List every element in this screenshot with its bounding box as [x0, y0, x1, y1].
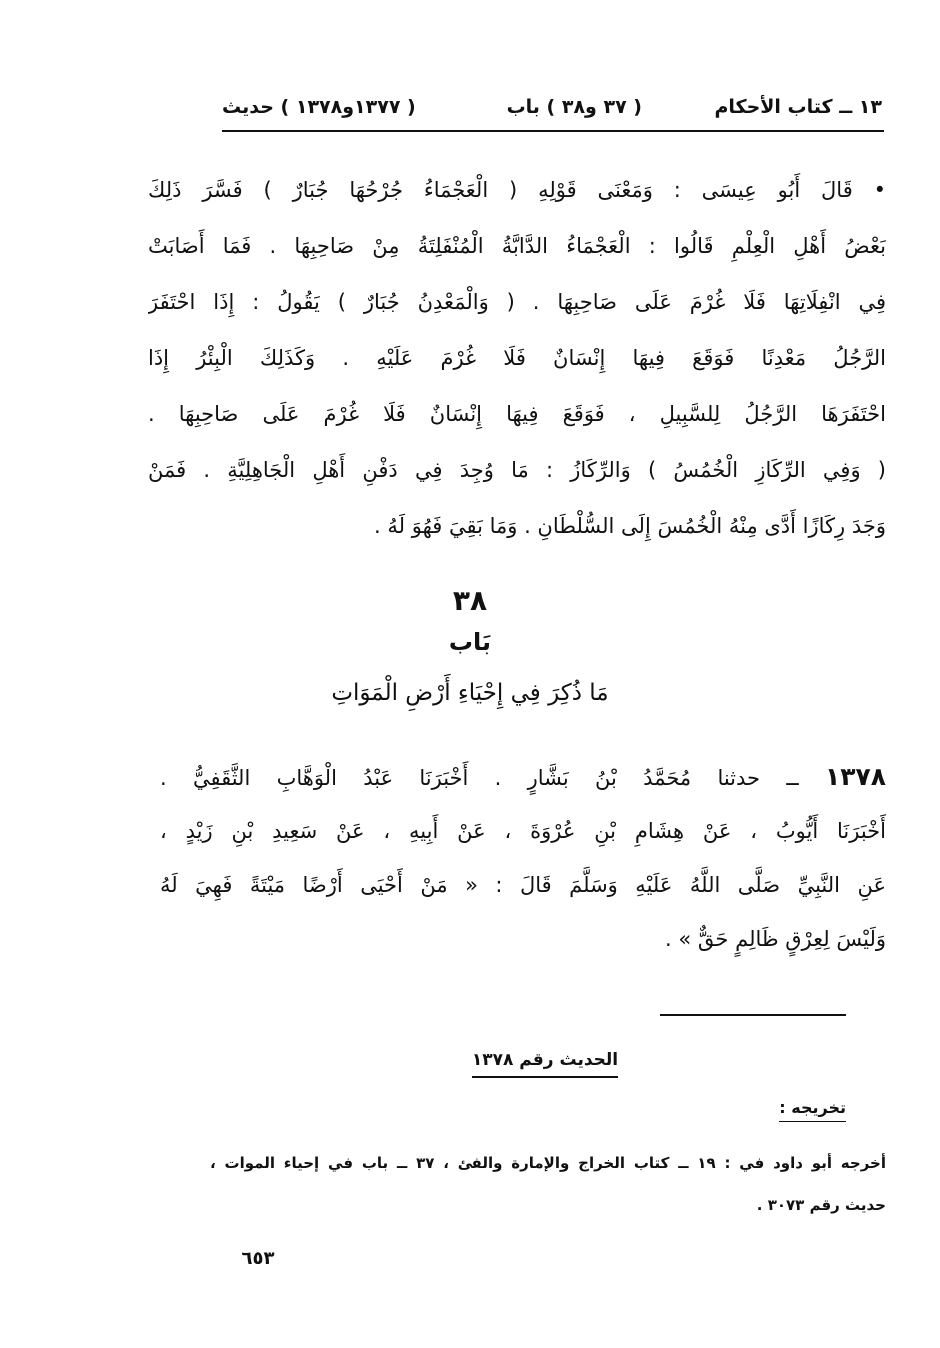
commentary-line: فِي انْفِلَاتِهَا فَلَا غُرْمَ عَلَى صَاحِبِهَا . ( وَالْمَعْدِنُ جُبَارٌ ) يَقُولُ : إِذَا احْتَفَرَ — [148, 290, 886, 314]
hadith-isnad-start: ــ حدثنا مُحَمَّدُ بْنُ بَشَّارٍ . أَخْبَرَنَا عَبْدُ الْوَهَّابِ الثَّقَفِيُّ . — [160, 766, 799, 790]
hadith-line: وَلَيْسَ لِعِرْقٍ ظَالِمٍ حَقٌّ » . — [665, 927, 886, 951]
footnote-divider — [660, 1014, 846, 1016]
chapter-heading: بَاب — [448, 628, 492, 656]
footnote-line: حديث رقم ٣٠٧٣ . — [756, 1196, 886, 1214]
chapter-number: ٣٨ — [452, 584, 488, 617]
takhrij-label-text: تخريجه : — [779, 1098, 846, 1122]
header-chapter-ref: ( ٣٧ و٣٨ ) باب — [506, 96, 642, 118]
hadith-text — [160, 750, 886, 966]
commentary-line: وَجَدَ رِكَازًا أَدَّى مِنْهُ الْخُمُسَ إِلَى السُّلْطَانِ . وَمَا بَقِيَ فَهُوَ لَهُ . — [374, 514, 886, 538]
commentary-line: احْتَفَرَهَا الرَّجُلُ لِلسَّبِيلِ ، فَوَقَعَ فِيهَا إِنْسَانٌ فَلَا غُرْمَ عَلَى صَاحِبِهَا . — [148, 402, 886, 426]
header-divider — [222, 130, 884, 132]
footnote-heading-text: الحديث رقم ١٣٧٨ — [472, 1050, 618, 1078]
hadith-first-line — [160, 750, 886, 804]
page-number: ٦٥٣ — [241, 1248, 275, 1269]
footnote-heading — [0, 1050, 940, 1078]
hadith-line: عَنِ النَّبِيِّ صَلَّى اللَّهُ عَلَيْهِ وَسَلَّمَ قَالَ : « مَنْ أَحْيَى أَرْضًا مَيْتَةً فَهِيَ لَهُ — [160, 873, 886, 897]
footnote-line: أخرجه أبو داود في : ١٩ ــ كتاب الخراج والإمارة والفئ ، ٣٧ ــ باب في إحياء الموات ، — [210, 1154, 886, 1172]
commentary-line: الرَّجُلُ مَعْدِنًا فَوَقَعَ فِيهَا إِنْسَانٌ فَلَا غُرْمَ عَلَيْهِ . وَكَذَلِكَ الْبِئْرُ إِذَا — [148, 346, 886, 370]
footnote-text — [210, 1142, 886, 1226]
hadith-line: أَخْبَرَنَا أَيُّوبُ ، عَنْ هِشَامِ بْنِ عُرْوَةَ ، عَنْ أَبِيهِ ، عَنْ سَعِيدِ بْنِ زَيْدٍ ، — [160, 819, 886, 843]
commentary-line: • قَالَ أَبُو عِيسَى : وَمَعْنَى قَوْلِهِ ( الْعَجْمَاءُ جُرْحُهَا جُبَارٌ ) فَسَّرَ ذَلِكَ — [148, 178, 886, 202]
hadith-number: ١٣٧٨ — [824, 762, 886, 791]
chapter-title: مَا ذُكِرَ فِي إِحْيَاءِ أَرْضِ الْمَوَاتِ — [331, 680, 609, 706]
commentary-paragraph — [148, 162, 886, 554]
commentary-line: بَعْضُ أَهْلِ الْعِلْمِ قَالُوا : الْعَجْمَاءُ الدَّابَّةُ الْمُنْفَلِتَةُ مِنْ صَاحِبِهَا . فَمَا أَصَابَتْ — [148, 234, 886, 258]
header-hadith-ref: ( ١٣٧٧و١٣٧٨ ) حديث — [222, 96, 416, 118]
header-book-title: ١٣ ــ كتاب الأحكام — [714, 96, 882, 118]
running-header — [222, 92, 882, 128]
takhrij-label — [779, 1098, 846, 1122]
commentary-line: ( وَفِي الرِّكَازِ الْخُمُسُ ) وَالرِّكَازُ : مَا وُجِدَ فِي دَفْنِ أَهْلِ الْجَاهِلِيَّةِ . فَمَنْ — [148, 458, 886, 482]
